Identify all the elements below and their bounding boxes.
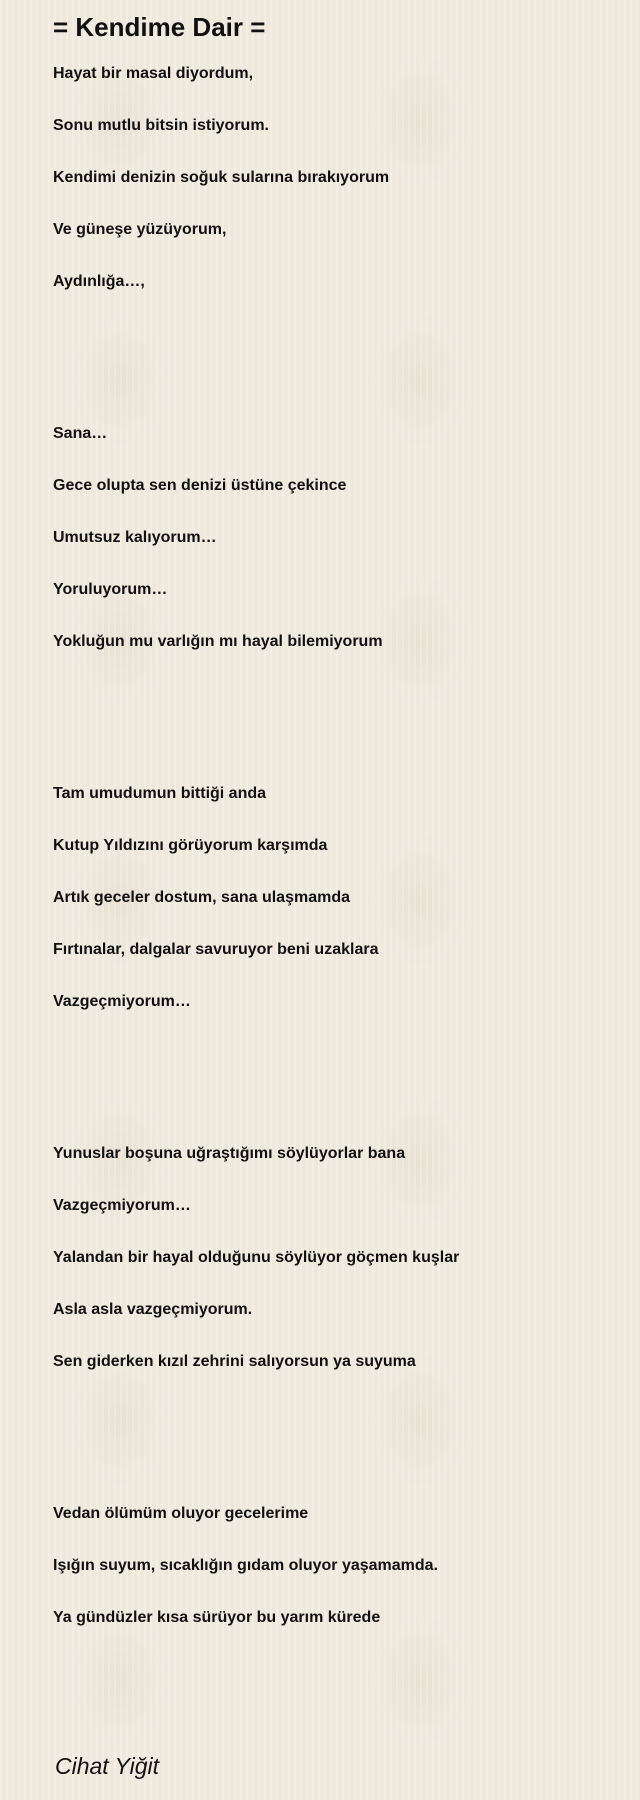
poem-line: Yunuslar boşuna uğraştığımı söylüyorlar bana	[53, 1145, 406, 1162]
poem-line: Hayat bir masal diyordum,	[53, 65, 254, 82]
poem-line: Işığın suyum, sıcaklığın gıdam oluyor yaşamamda.	[53, 1557, 439, 1574]
poem-line: Fırtınalar, dalgalar savuruyor beni uzaklara	[53, 941, 379, 958]
stanza-3	[53, 784, 613, 1012]
author-section	[53, 1752, 613, 1780]
stanza-2	[53, 424, 613, 652]
stanza-1	[53, 64, 613, 292]
poem-line: Ve güneşe yüzüyorum,	[53, 221, 227, 238]
poem-line: Ya gündüzler kısa sürüyor bu yarım kürede	[53, 1609, 381, 1626]
poem-author: Cihat Yiğit	[55, 1753, 159, 1779]
poem-page	[53, 10, 613, 1780]
poem-line: Sonu mutlu bitsin istiyorum.	[53, 117, 269, 134]
stanza-4	[53, 1144, 613, 1372]
poem-line: Aydınlığa…,	[53, 273, 145, 290]
poem-line: Gece olupta sen denizi üstüne çekince	[53, 477, 347, 494]
poem-line: Kendimi denizin soğuk sularına bırakıyorum	[53, 169, 390, 186]
poem-line: Umutsuz kalıyorum…	[53, 529, 217, 546]
poem-line: Yokluğun mu varlığın mı hayal bilemiyorum	[53, 633, 383, 650]
poem-line: Vazgeçmiyorum…	[53, 1197, 191, 1214]
stanza-5	[53, 1504, 613, 1628]
poem-line: Asla asla vazgeçmiyorum.	[53, 1301, 253, 1318]
poem-line: Vedan ölümüm oluyor gecelerime	[53, 1505, 309, 1522]
poem-line: Yalandan bir hayal olduğunu söylüyor göçmen kuşlar	[53, 1249, 460, 1266]
poem-line: Tam umudumun bittiği anda	[53, 785, 267, 802]
poem-line: Yoruluyorum…	[53, 581, 168, 598]
poem-line: Kutup Yıldızını görüyorum karşımda	[53, 837, 328, 854]
poem-title: = Kendime Dair =	[53, 12, 266, 42]
poem-line: Artık geceler dostum, sana ulaşmamda	[53, 889, 350, 906]
poem-line: Sana…	[53, 425, 108, 442]
poem-line: Vazgeçmiyorum…	[53, 993, 191, 1010]
poem-line: Sen giderken kızıl zehrini salıyorsun ya suyuma	[53, 1353, 416, 1370]
